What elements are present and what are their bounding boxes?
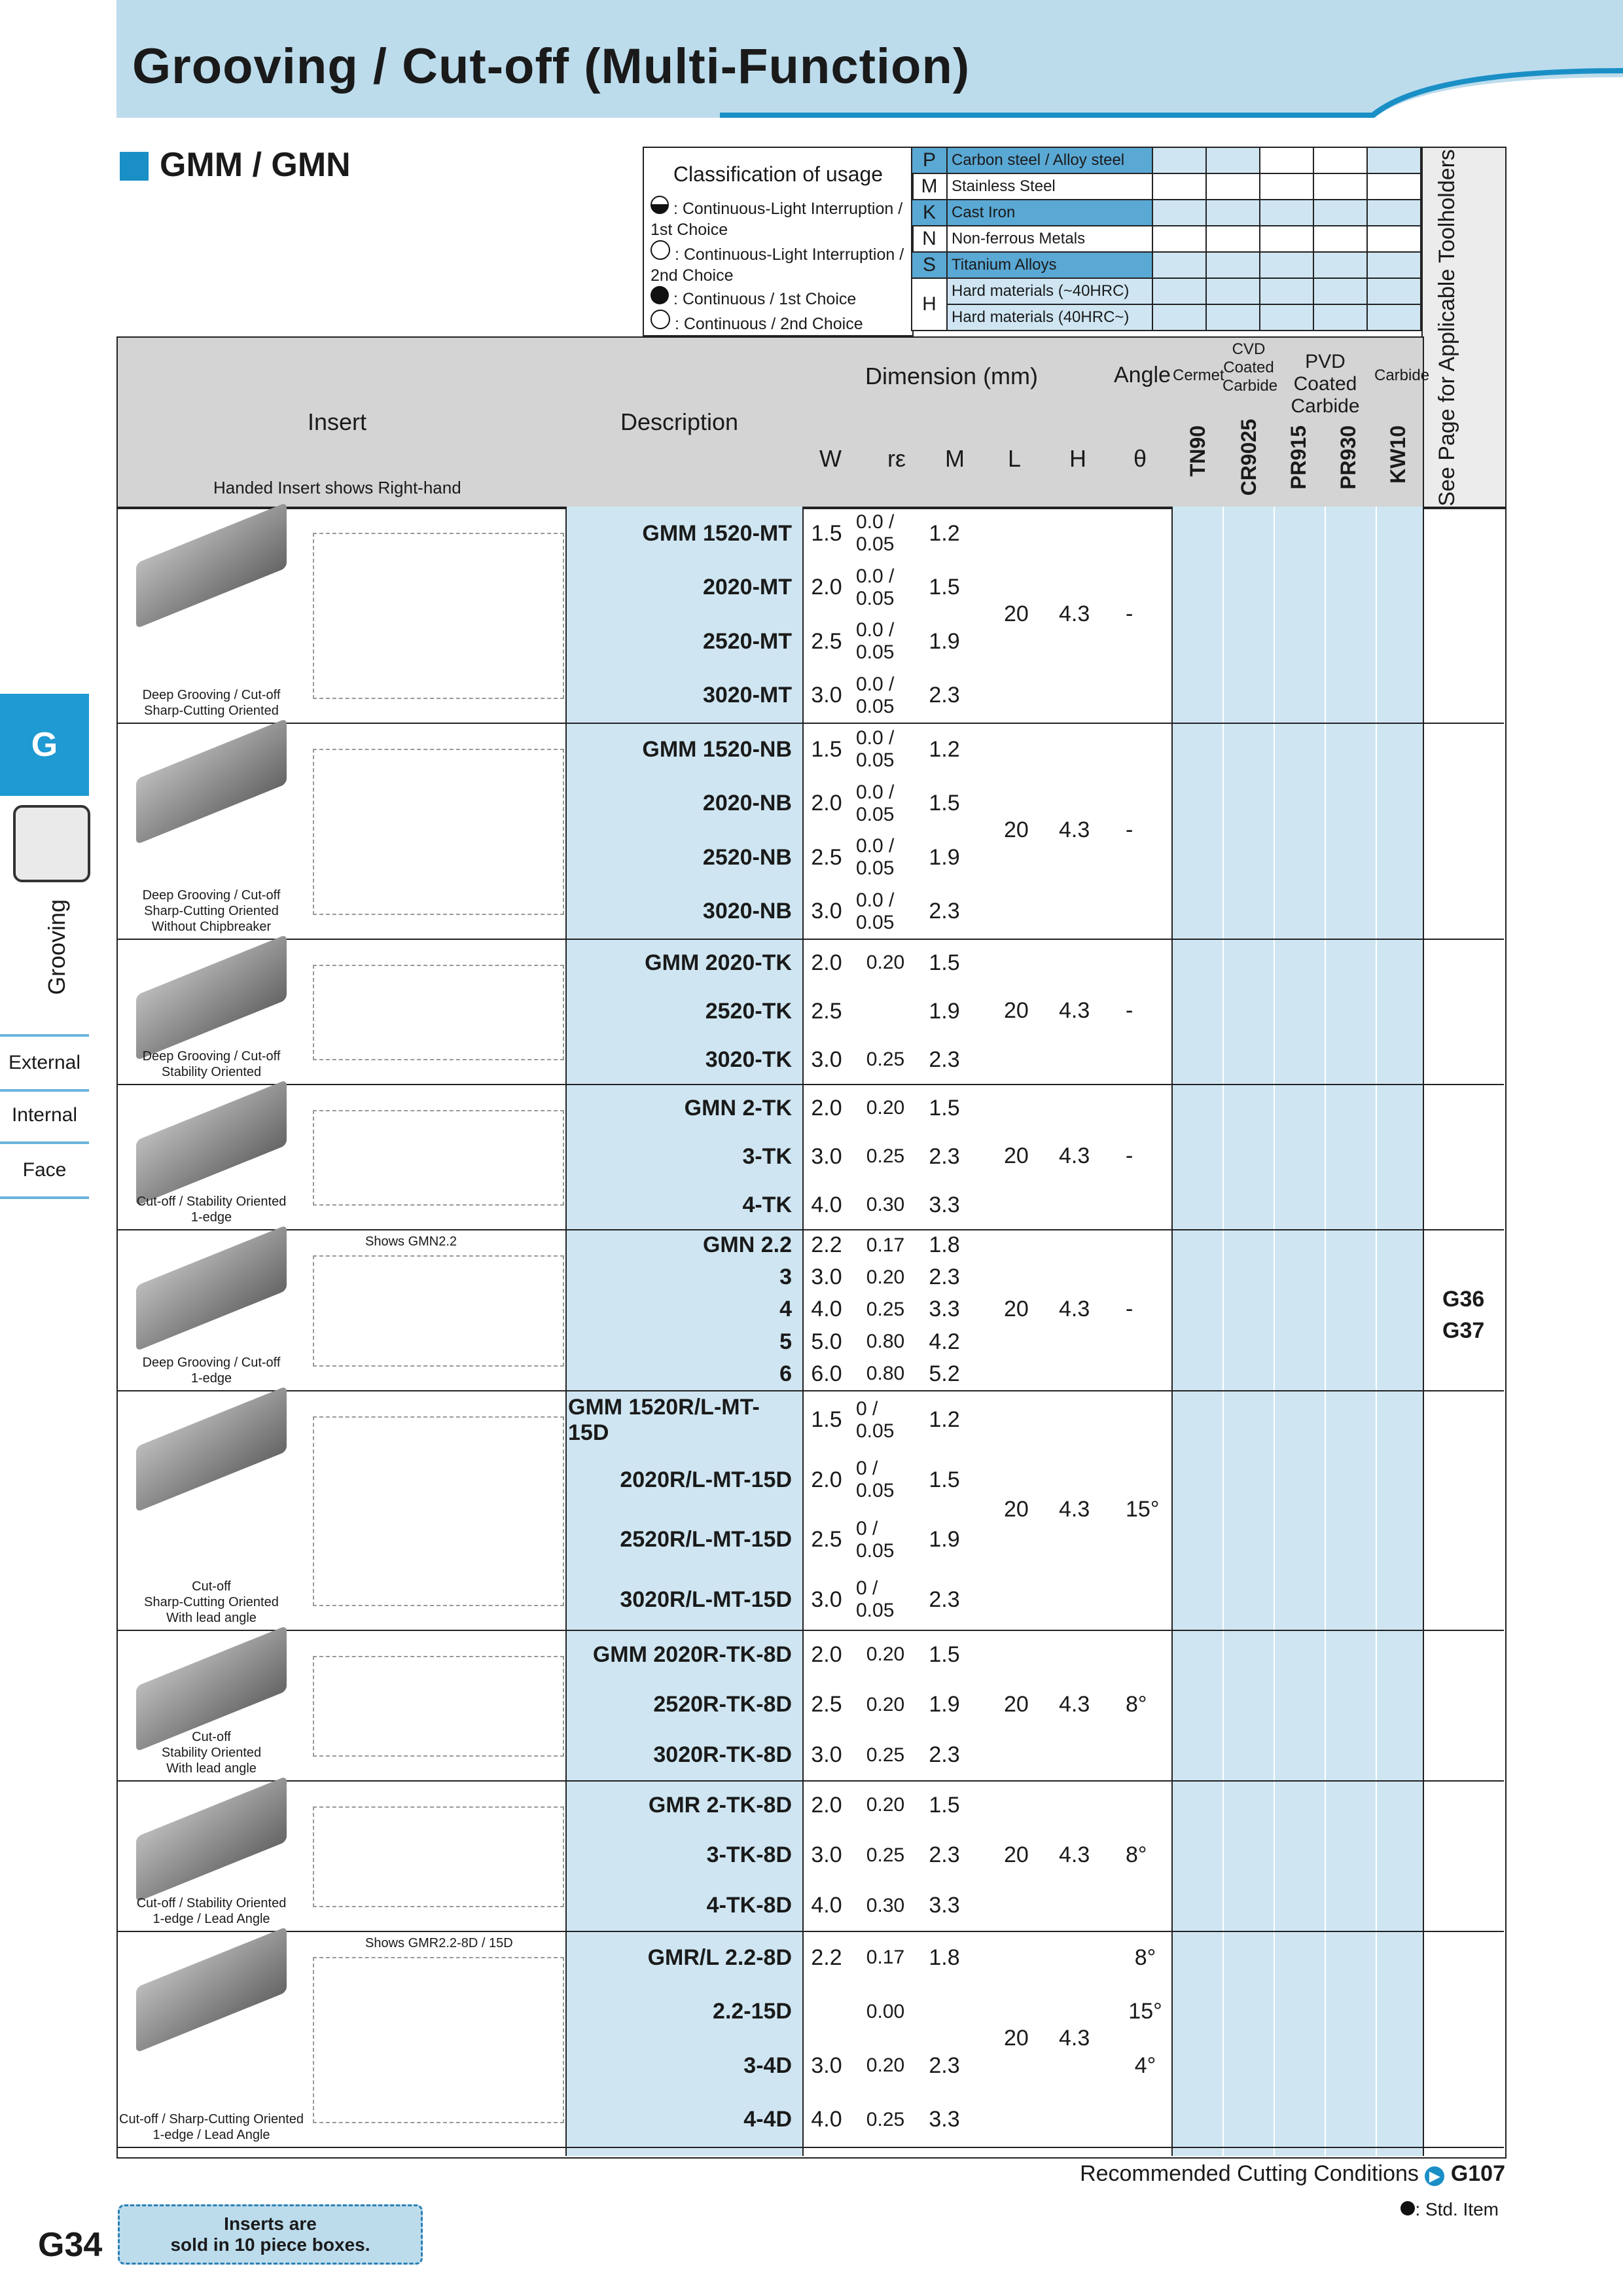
insert-caption: Cut-off / Sharp-Cutting Oriented 1-edge / Lead Angle — [119, 2112, 304, 2142]
dim-m: 1.5 — [929, 950, 960, 975]
table-row[interactable] — [568, 1570, 1504, 1630]
dim-w: 5.0 — [811, 1329, 842, 1354]
insert-drawing — [313, 965, 564, 1060]
description: 4 — [779, 1297, 792, 1322]
table-row[interactable] — [568, 1630, 1504, 1680]
dim-w: 3.0 — [811, 1742, 842, 1768]
product-group — [116, 1630, 1504, 1782]
dim-re: 0.20 — [866, 2054, 905, 2077]
dim-re: 0 / 0.05 — [856, 1458, 895, 1502]
dim-re: 0.25 — [866, 1298, 905, 1320]
angle-value: 8° — [1126, 1842, 1147, 1867]
dim-w — [797, 1985, 856, 2039]
dim-re: 0.20 — [866, 1266, 905, 1288]
dim-w: 2.0 — [811, 575, 842, 600]
dim-re: 0.25 — [866, 2108, 905, 2130]
dim-re: 0.17 — [866, 1946, 905, 1969]
angle-value: - — [1126, 1143, 1133, 1168]
dim-w: 3.0 — [811, 899, 842, 924]
description: 3 — [779, 1265, 792, 1290]
dim-l: 20 — [1004, 1143, 1029, 1168]
insert-drawing — [313, 1416, 564, 1606]
dim-w: 4.0 — [811, 1192, 842, 1217]
dim-h: 4.3 — [1059, 998, 1090, 1023]
insert-caption: Cut-off Sharp-Cutting Oriented With lead angle — [144, 1579, 279, 1625]
dim-w: 3.0 — [811, 1265, 842, 1290]
col-theta: θ — [1133, 445, 1147, 472]
insert-drawing — [313, 1806, 564, 1907]
dim-re: 0.20 — [866, 952, 905, 973]
insert-caption: Deep Grooving / Cut-off Sharp-Cutting Oriented — [142, 688, 281, 718]
dim-re: 0.0 / 0.05 — [856, 673, 895, 717]
dim-m: 4.2 — [929, 1329, 960, 1354]
description: GMM 2020-TK — [645, 950, 792, 975]
dim-m: 1.2 — [929, 520, 960, 546]
dim-m: 1.2 — [929, 736, 960, 762]
side-tab-g[interactable]: G — [0, 694, 89, 796]
description: 5 — [779, 1329, 792, 1354]
subtitle-marker — [120, 152, 149, 181]
dim-m: 3.3 — [929, 1893, 960, 1918]
handed-note: Handed Insert shows Right-hand — [213, 478, 461, 497]
insert-image — [136, 935, 287, 1061]
pvd-header: PVD Coated Carbide — [1291, 351, 1360, 417]
description: 3-TK — [742, 1143, 792, 1169]
col-re: rε — [887, 445, 906, 472]
angle-header: Angle — [1114, 363, 1171, 387]
dim-w: 2.2 — [811, 1232, 842, 1258]
page-number: G34 — [38, 2226, 103, 2264]
insert-caption: Deep Grooving / Cut-off Stability Oriented — [142, 1049, 281, 1079]
half-icon — [651, 196, 669, 214]
angle-value: 15° — [1128, 1999, 1162, 2024]
table-row[interactable] — [568, 1680, 1504, 1731]
table-row[interactable] — [568, 1450, 1504, 1511]
description: 3-TK-8D — [706, 1842, 792, 1868]
table-row[interactable] — [568, 1229, 1504, 1261]
description-header: Description — [620, 408, 739, 435]
dim-re: 0.0 / 0.05 — [856, 835, 895, 880]
product-group — [116, 507, 1504, 724]
col-h: H — [1069, 445, 1086, 472]
dot-icon — [651, 286, 669, 304]
dimension-header: Dimension (mm) — [865, 363, 1039, 389]
side-tab-face[interactable]: Face — [0, 1144, 89, 1199]
description: 2520R/L-MT-15D — [620, 1527, 792, 1552]
insert-image — [136, 1776, 287, 1903]
angle-value: 8° — [1134, 1945, 1156, 1970]
box-note: Inserts are sold in 10 piece boxes. — [118, 2204, 423, 2265]
dim-m: 2.3 — [929, 1265, 960, 1290]
usage-label: Classification of usage — [673, 162, 883, 186]
table-row[interactable] — [568, 1132, 1504, 1181]
insert-caption: Deep Grooving / Cut-off Sharp-Cutting Oriented Without Chipbreaker — [142, 888, 281, 934]
table-row[interactable] — [568, 561, 1504, 615]
dim-w: 1.5 — [811, 520, 842, 546]
cvd-header: CVD Coated Carbide — [1222, 340, 1278, 395]
dim-m: 1.9 — [929, 1527, 960, 1552]
table-row[interactable] — [568, 831, 1504, 885]
insert-caption: Cut-off / Stability Oriented 1-edge / Lead Angle — [136, 1896, 287, 1926]
dim-m: 3.3 — [929, 1192, 960, 1217]
dim-m: 2.3 — [929, 899, 960, 924]
insert-image — [136, 719, 287, 845]
dim-re: 0.25 — [866, 1744, 905, 1766]
description: GMN 2.2 — [702, 1232, 792, 1258]
grade-tn90: TN90 — [1186, 425, 1209, 477]
dim-m: 3.3 — [929, 2107, 960, 2132]
dim-re: 0.80 — [866, 1363, 905, 1385]
dim-w: 3.0 — [811, 1143, 842, 1169]
legend-item: : Continuous / 1st Choice — [651, 286, 912, 310]
dim-m: 1.8 — [929, 1232, 960, 1258]
insert-drawing — [313, 1656, 564, 1757]
dim-m: 1.2 — [929, 1407, 960, 1433]
side-tab-external[interactable]: External — [0, 1034, 89, 1092]
table-row[interactable] — [568, 1390, 1504, 1450]
dim-re: 0.20 — [866, 1794, 905, 1816]
table-row[interactable] — [568, 2039, 1504, 2093]
dim-m: 1.5 — [929, 1467, 960, 1492]
angle-value: - — [1126, 601, 1133, 626]
angle-value: - — [1126, 817, 1133, 842]
dim-w: 2.0 — [811, 1641, 842, 1667]
description: 2520-NB — [702, 844, 792, 870]
dim-w: 4.0 — [811, 1297, 842, 1322]
recommended-conditions[interactable]: Recommended Cutting Conditions ▶ G107 — [1080, 2161, 1505, 2186]
angle-value: 15° — [1126, 1497, 1160, 1522]
toolholder-page-2[interactable]: G37 — [1442, 1318, 1485, 1343]
dim-re: 0.25 — [866, 1049, 905, 1070]
dot-icon — [1400, 2201, 1415, 2215]
description: 2520-TK — [705, 998, 792, 1024]
description: 3020-NB — [702, 899, 792, 924]
dim-w: 2.0 — [811, 950, 842, 975]
dim-w: 2.5 — [811, 998, 842, 1024]
dim-re: 0.00 — [866, 2000, 905, 2022]
table-row[interactable] — [568, 1261, 1504, 1293]
angle-value: 4° — [1134, 2053, 1156, 2078]
dim-m: 1.5 — [929, 1095, 960, 1121]
legend-item: : Continuous / 2nd Choice — [651, 310, 912, 334]
angle-value: - — [1126, 1297, 1133, 1321]
table-row[interactable] — [568, 1326, 1504, 1358]
drawing-note: Shows GMR2.2-8D / 15D — [365, 1936, 513, 1950]
dim-l: 20 — [1004, 1842, 1029, 1867]
dim-m: 2.3 — [929, 1047, 960, 1072]
table-row[interactable] — [568, 1730, 1504, 1780]
insert-drawing — [313, 749, 564, 915]
dim-re: 0.0 / 0.05 — [856, 511, 895, 556]
dim-re: 0.80 — [866, 1331, 905, 1353]
grooving-icon — [13, 805, 90, 882]
dim-w: 2.0 — [811, 1095, 842, 1121]
product-group — [116, 723, 1504, 940]
dim-l: 20 — [1004, 601, 1029, 626]
dim-w: 2.0 — [811, 791, 842, 816]
std-item-legend: : Std. Item — [1400, 2199, 1499, 2220]
description: GMN 2-TK — [684, 1095, 792, 1121]
grade-kw10: KW10 — [1386, 425, 1410, 484]
description: 2020-NB — [702, 791, 792, 816]
insert-caption: Deep Grooving / Cut-off 1-edge — [142, 1355, 281, 1386]
dim-re: 0.0 / 0.05 — [856, 565, 895, 609]
side-section-label: Grooving — [43, 899, 70, 995]
dim-h: 4.3 — [1059, 1297, 1090, 1321]
angle-value: - — [1126, 998, 1133, 1023]
insert-drawing — [313, 533, 564, 699]
description: 4-TK-8D — [706, 1893, 792, 1918]
material-table: P Carbon steel / Alloy steel M Stainless Steel K Cast Iron N Non-ferrous Metals S Titanium Alloys H Hard materials (~40HRC) Hard materials (40HRC~) — [911, 147, 1421, 331]
dim-w: 3.0 — [811, 683, 842, 708]
dim-re: 0.0 / 0.05 — [856, 727, 895, 772]
description: GMM 1520-NB — [642, 736, 792, 762]
table-row[interactable] — [568, 777, 1504, 831]
dim-re: 0.0 / 0.05 — [856, 619, 895, 664]
dim-m: 2.3 — [929, 2053, 960, 2078]
dim-re: 0.0 / 0.05 — [856, 889, 895, 933]
description: 3-4D — [743, 2053, 792, 2078]
dim-w: 3.0 — [811, 1587, 842, 1612]
dim-w: 4.0 — [811, 2107, 842, 2132]
table-row[interactable] — [568, 615, 1504, 669]
legend-item: : Continuous-Light Interruption / 2nd Choice — [651, 240, 912, 286]
description: 2520R-TK-8D — [653, 1692, 792, 1717]
description: 3020-MT — [702, 683, 792, 708]
page-title: Grooving / Cut-off (Multi-Function) — [132, 39, 971, 94]
table-row[interactable] — [568, 507, 1504, 561]
description: 4-TK — [742, 1192, 792, 1217]
description: 3020R/L-MT-15D — [620, 1587, 792, 1612]
dim-m: 2.3 — [929, 1742, 960, 1768]
dim-re: 0.25 — [866, 1844, 905, 1866]
insert-drawing — [313, 1110, 564, 1206]
dim-re: 0.20 — [866, 1693, 905, 1715]
dim-re: 0.20 — [866, 1643, 905, 1666]
dim-m: 1.9 — [929, 998, 960, 1024]
description: GMM 2020R-TK-8D — [592, 1641, 792, 1667]
col-l: L — [1008, 445, 1022, 472]
product-group — [116, 1084, 1504, 1230]
dim-l: 20 — [1004, 1692, 1029, 1717]
insert-drawing — [313, 1957, 564, 2123]
description: 3020R-TK-8D — [653, 1742, 792, 1768]
col-m: M — [945, 445, 965, 472]
dim-h: 4.3 — [1059, 2026, 1090, 2051]
dim-w: 1.5 — [811, 1407, 842, 1433]
dim-l: 20 — [1004, 998, 1029, 1023]
arrow-icon: ▶ — [1425, 2166, 1444, 2186]
table-row[interactable] — [568, 1985, 1504, 2039]
table-row[interactable] — [568, 2093, 1504, 2147]
angle-value — [1126, 2093, 1165, 2147]
toolholder-page-1[interactable]: G36 — [1442, 1287, 1485, 1312]
insert-image — [136, 1386, 287, 1513]
legend-item: : Continuous-Light Interruption / 1st Choice — [651, 196, 912, 240]
grade-pr930: PR930 — [1336, 425, 1360, 490]
dim-h: 4.3 — [1059, 817, 1090, 842]
dim-h: 4.3 — [1059, 1842, 1090, 1867]
dim-w: 2.5 — [811, 1692, 842, 1717]
dim-re — [856, 987, 915, 1035]
table-row[interactable] — [568, 1780, 1504, 1831]
drawing-note: Shows GMN2.2 — [365, 1234, 457, 1249]
insert-header: Insert — [308, 408, 367, 435]
insert-image — [136, 1225, 287, 1352]
dim-m: 1.9 — [929, 844, 960, 870]
dim-w: 3.0 — [811, 2053, 842, 2078]
description: GMR/L 2.2-8D — [647, 1945, 792, 1970]
dim-w: 6.0 — [811, 1361, 842, 1386]
table-row[interactable] — [568, 1293, 1504, 1325]
product-group — [116, 1229, 1504, 1391]
dim-re: 0 / 0.05 — [856, 1517, 895, 1562]
description: 2520-MT — [702, 628, 792, 654]
dim-re: 0.30 — [866, 1894, 905, 1916]
dim-m: 1.9 — [929, 628, 960, 654]
table-row[interactable] — [568, 1510, 1504, 1570]
dim-m: 1.9 — [929, 1692, 960, 1717]
table-row[interactable] — [568, 1931, 1504, 1985]
dim-l: 20 — [1004, 1297, 1029, 1321]
insert-image — [136, 1927, 287, 2053]
dim-m: 3.3 — [929, 1297, 960, 1322]
carbide-header: Carbide — [1374, 367, 1430, 384]
dim-h: 4.3 — [1059, 1497, 1090, 1522]
product-group — [116, 1931, 1504, 2148]
table-row[interactable] — [568, 987, 1504, 1035]
dim-re: 0 / 0.05 — [856, 1577, 895, 1622]
dim-w: 3.0 — [811, 1842, 842, 1868]
table-row[interactable] — [568, 1831, 1504, 1881]
insert-drawing — [313, 1255, 564, 1367]
description: 2020-MT — [702, 575, 792, 600]
dim-re: 0 / 0.05 — [856, 1397, 895, 1442]
description: 2.2-15D — [713, 1999, 792, 2024]
ring-icon — [651, 310, 670, 329]
description: GMR 2-TK-8D — [648, 1792, 792, 1818]
cermet-header: Cermet — [1173, 367, 1224, 384]
dim-m: 5.2 — [929, 1361, 960, 1386]
dim-w: 2.5 — [811, 628, 842, 654]
dim-l: 20 — [1004, 817, 1029, 842]
dim-m: 2.3 — [929, 1842, 960, 1868]
dim-m — [915, 1985, 974, 2039]
dim-m: 1.8 — [929, 1945, 960, 1970]
product-group — [116, 939, 1504, 1085]
dim-m: 2.3 — [929, 683, 960, 708]
dim-re: 0.0 / 0.05 — [856, 781, 895, 825]
table-row[interactable] — [568, 1880, 1504, 1931]
description: 3020-TK — [705, 1047, 792, 1072]
dim-h: 4.3 — [1059, 1692, 1090, 1717]
see-page-header: See Page for Applicable Toolholders — [1421, 147, 1507, 509]
grade-pr915: PR915 — [1287, 425, 1310, 490]
table-row[interactable] — [568, 885, 1504, 939]
angle-value: 8° — [1126, 1692, 1147, 1717]
dim-re: 0.20 — [866, 1097, 905, 1119]
dim-w: 2.0 — [811, 1792, 842, 1818]
dim-re: 0.25 — [866, 1145, 905, 1167]
dim-l: 20 — [1004, 1497, 1029, 1522]
dim-w: 2.5 — [811, 844, 842, 870]
dim-w: 3.0 — [811, 1047, 842, 1072]
table-row[interactable] — [568, 1084, 1504, 1132]
subtitle: GMM / GMN — [160, 146, 351, 184]
description: 6 — [779, 1361, 792, 1386]
dim-h: 4.3 — [1059, 601, 1090, 626]
dim-re: 0.17 — [866, 1234, 905, 1256]
insert-caption: Cut-off Stability Oriented With lead angle — [161, 1730, 262, 1776]
table-row[interactable] — [568, 1035, 1504, 1084]
dim-w: 4.0 — [811, 1893, 842, 1918]
product-group — [116, 1390, 1504, 1631]
description: GMM 1520R/L-MT-15D — [568, 1394, 760, 1445]
table-row[interactable] — [568, 723, 1504, 777]
dim-m: 1.5 — [929, 575, 960, 600]
description: GMM 1520-MT — [642, 520, 792, 546]
col-w: W — [819, 445, 842, 472]
dim-w: 2.0 — [811, 1467, 842, 1492]
dim-l: 20 — [1004, 2026, 1029, 2051]
dim-w: 2.2 — [811, 1945, 842, 1970]
dim-m: 1.5 — [929, 1641, 960, 1667]
dim-h: 4.3 — [1059, 1143, 1090, 1168]
dim-m: 1.5 — [929, 1792, 960, 1818]
table-row[interactable] — [568, 939, 1504, 987]
dim-re: 0.30 — [866, 1194, 905, 1215]
dim-w: 2.5 — [811, 1527, 842, 1552]
dim-m: 2.3 — [929, 1143, 960, 1169]
table-row[interactable] — [568, 1358, 1504, 1390]
grade-cr9025: CR9025 — [1237, 419, 1260, 496]
table-row[interactable] — [568, 669, 1504, 723]
insert-image — [136, 1080, 287, 1206]
insert-image — [136, 503, 287, 629]
description: 2020R/L-MT-15D — [620, 1467, 792, 1492]
description: 4-4D — [743, 2107, 792, 2132]
half-ring-icon — [651, 240, 670, 260]
usage-box — [643, 147, 914, 336]
dim-w: 1.5 — [811, 736, 842, 762]
insert-caption: Cut-off / Stability Oriented 1-edge — [136, 1194, 287, 1225]
table-row[interactable] — [568, 1181, 1504, 1229]
dim-m: 1.5 — [929, 791, 960, 816]
side-tab-internal[interactable]: Internal — [0, 1089, 89, 1144]
product-group — [116, 1780, 1504, 1932]
dim-m: 2.3 — [929, 1587, 960, 1612]
